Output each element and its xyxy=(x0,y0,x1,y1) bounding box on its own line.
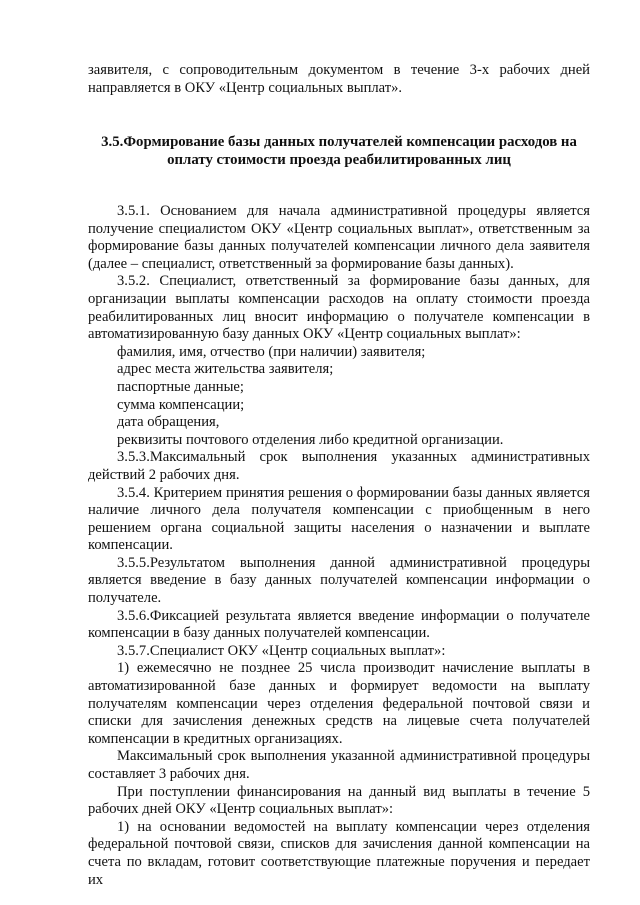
paragraph-max-term: Максимальный срок выполнения указанной административной процедуры составляет 3 рабочих дня. xyxy=(88,748,590,782)
data-fields-list xyxy=(88,344,590,450)
paragraph-3-5-7: 3.5.7.Специалист ОКУ «Центр социальных выплат»: xyxy=(117,642,446,659)
body-text xyxy=(88,203,590,889)
paragraph-3-5-1: 3.5.1. Основанием для начала административной процедуры является получение специалистом ОКУ «Центр социальных выплат», ответственным за формирование базы данных получателей компенсации личного дела заявителя (далее – специалист, ответственный за формирование базы данных). xyxy=(88,203,590,272)
list-item: реквизиты почтового отделения либо кредитной организации. xyxy=(117,431,504,448)
paragraph-item-1b: 1) на основании ведомостей на выплату компенсации через отделения федеральной почтовой связи, списков для зачисления данной компенсации на счета по вкладам, готовит соответствующие платежные поручения и передает их xyxy=(88,818,590,888)
list-item: сумма компенсации; xyxy=(117,396,245,413)
list-item: адрес места жительства заявителя; xyxy=(117,361,334,378)
paragraph-funding: При поступлении финансирования на данный вид выплаты в течение 5 рабочих дней ОКУ «Центр социальных выплат»: xyxy=(88,783,590,818)
list-item: дата обращения, xyxy=(117,414,220,431)
top-fragment xyxy=(88,62,590,97)
paragraph-3-5-5: 3.5.5.Результатом выполнения данной административной процедуры является введение в базу данных получателей компенсации информации о получателе. xyxy=(88,554,590,607)
section-heading: 3.5.Формирование базы данных получателей компенсации расходов на оплату стоимости проезда реабилитированных лиц xyxy=(101,134,577,168)
paragraph-3-5-3: 3.5.3.Максимальный срок выполнения указанных административных действий 2 рабочих дня. xyxy=(88,449,590,483)
paragraph-3-5-4: 3.5.4. Критерием принятия решения о формировании базы данных является наличие личного дела получателя компенсации с приобщенным в него решением органа социальной защиты населения о назначении и выплате компенсации. xyxy=(88,484,590,554)
paragraph-continuation: заявителя, с сопроводительным документом в течение 3-х рабочих дней направляется в ОКУ «Центр социальных выплат». xyxy=(88,62,590,96)
paragraph-3-5-2: 3.5.2. Специалист, ответственный за формирование базы данных, для организации выплаты компенсации расходов на оплату стоимости проезда реабилитированных лиц вносит информацию о получателе компенсации в автоматизированную базу данных ОКУ «Центр социальных выплат»: xyxy=(88,273,590,343)
list-item: фамилия, имя, отчество (при наличии) заявителя; xyxy=(117,343,426,360)
paragraph-item-1: 1) ежемесячно не позднее 25 числа производит начисление выплаты в автоматизированной базе данных и формирует ведомости на выплату получателям компенсации через отделения федеральной почтовой связи и списки для зачисления денежных средств на лицевые счета получателей компенсации в кредитных организациях. xyxy=(88,660,590,747)
paragraph-3-5-6: 3.5.6.Фиксацией результата является введение информации о получателе компенсации в базу данных получателей компенсации. xyxy=(88,607,590,642)
list-item: паспортные данные; xyxy=(117,378,244,395)
